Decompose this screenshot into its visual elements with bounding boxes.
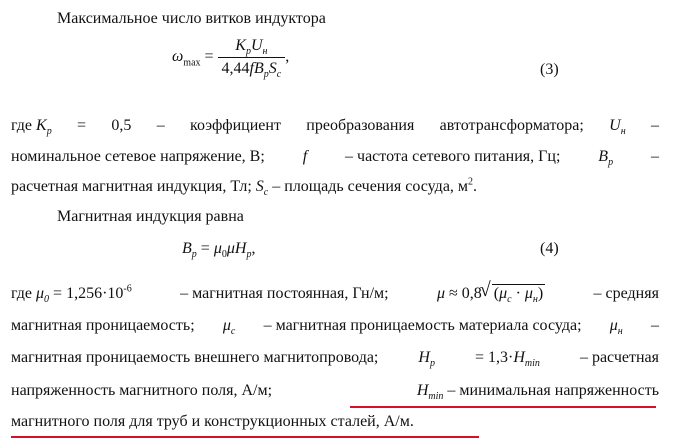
equation-4-number: (4) xyxy=(540,240,559,257)
highlight-underline xyxy=(11,436,479,438)
equation-4: $B_p = \mu_0\mu H_p$, xyxy=(182,240,256,261)
eq3-numerator: $K_pU_н$ xyxy=(218,37,286,58)
sqrt-expression: √ $(\mu_c \cdot \mu_н)$ xyxy=(482,284,545,304)
para2-line2: магнитная проницаемость; $\mu_c$ – магнитная проницаемость материала сосуда; $\mu_н$ – xyxy=(11,317,659,338)
para2-line1: где $\mu_0 = 1,256\cdot 10^{-6}$ – магнитная постоянная, Гн/м; μ ≈ 0,8√ $(\mu_c \cdot \mu_н)$ – средняя xyxy=(11,284,659,304)
equation-3-number: (3) xyxy=(540,61,559,78)
heading-induction: Магнитная индукция равна xyxy=(57,208,244,225)
highlight-underline xyxy=(350,406,656,408)
heading-turns: Максимальное число витков индуктора xyxy=(57,10,326,27)
para2-line5: магнитного поля для труб и конструкционных сталей, А/м. xyxy=(11,413,414,430)
para1-line3: расчетная магнитная индукция, Тл; $S_c$ – площадь сечения сосуда, $м^2$. xyxy=(11,176,478,199)
eq3-omega-sub: max xyxy=(183,57,201,69)
para1-line1: где $K_p$ = 0,5 – коэффициент преобразования автотрансформатора; $U_н$ – xyxy=(11,117,659,138)
para2-line3: магнитная проницаемость внешнего магнитопровода; $H_p$ = $1,3\cdot H_{min}$ – расчетная xyxy=(11,349,659,370)
eq3-fraction xyxy=(218,37,286,81)
para2-line4: напряженность магнитного поля, А/м; $H_{min}$ – минимальная напряженность xyxy=(11,382,659,403)
para1-line2: номинальное сетевое напряжение, В; f – частота сетевого питания, Гц; $B_p$ – xyxy=(11,148,659,169)
equation-3: $\omega_{max}$ = $\frac{K_pU_н}{4,44fB_pS_c}$ , xyxy=(172,37,290,81)
eq3-denominator: $4,44fB_pS_c$ xyxy=(221,60,282,81)
eq3-omega: ω xyxy=(172,48,184,66)
